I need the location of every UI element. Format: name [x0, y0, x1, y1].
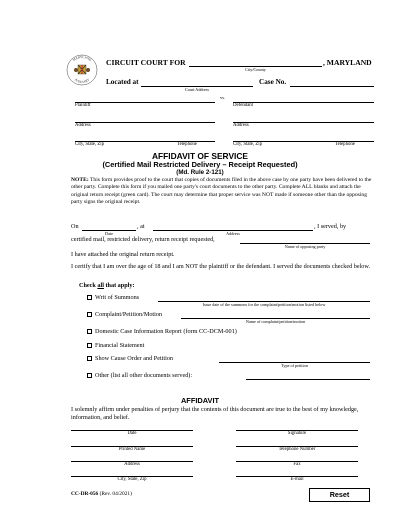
- affiant-address-caption: Address: [124, 462, 140, 467]
- plaintiff-field[interactable]: [75, 102, 215, 103]
- affidavit-text: I solemnly affirm under penalties of perjury that the contents of this document are true to the best of my knowledge, information, and belief.: [71, 406, 359, 421]
- checkbox[interactable]: [87, 356, 92, 361]
- writ-caption: Issue date of the summons for the complaint/petition/motion listed below: [202, 302, 326, 307]
- defendant-address-field[interactable]: [233, 122, 374, 123]
- affidavit-date-caption: Date: [127, 431, 137, 436]
- city-county-caption: City/County: [245, 67, 266, 72]
- printed-name-caption: Printed Name: [118, 447, 146, 452]
- opposing-party-caption: Name of opposing party: [284, 244, 326, 249]
- served-by-label: , I served, by: [314, 223, 347, 230]
- check-financial-statement[interactable]: Financial Statement: [87, 342, 144, 350]
- check-show-cause[interactable]: Show Cause Order and Petition: [87, 355, 173, 363]
- checkbox[interactable]: [87, 373, 92, 378]
- maryland-judiciary-seal: [66, 54, 98, 86]
- checkbox[interactable]: [87, 343, 92, 348]
- certify-statement: I certify that I am over the age of 18 and I am NOT the plaintiff or the defendant. I served the documents checked below.: [71, 263, 371, 270]
- checkbox[interactable]: [87, 312, 92, 317]
- telephone-number-caption: Telephone Number: [278, 447, 316, 452]
- plaintiff-city-caption: City, State, Zip: [75, 142, 105, 147]
- check-dcm-report[interactable]: Domestic Case Information Report (form CC-DCM-001): [87, 328, 237, 336]
- attached-statement: I have attached the original return receipt.: [71, 251, 175, 258]
- form-identifier: CC-DR-056 (Rev. 04/2021): [71, 491, 132, 497]
- on-label: On: [71, 223, 79, 230]
- petition-caption: Type of petition: [281, 363, 308, 368]
- email-caption: E-mail: [290, 477, 304, 482]
- form-title: AFFIDAVIT OF SERVICE: [151, 151, 248, 161]
- checklist-heading: Check all that apply:: [79, 282, 135, 289]
- case-number-field[interactable]: [290, 86, 374, 87]
- at-label: , at: [137, 223, 145, 230]
- other-documents-field[interactable]: [246, 379, 370, 380]
- state-label: , MARYLAND: [323, 58, 372, 67]
- defendant-telephone-caption: Telephone: [335, 142, 355, 147]
- check-writ-of-summons[interactable]: Writ of Summons: [87, 294, 139, 302]
- plaintiff-address-caption: Address: [75, 123, 91, 128]
- note-paragraph: [71, 177, 377, 207]
- complaint-caption: Name of complaint/petition/motion: [245, 319, 306, 324]
- plaintiff-address-field[interactable]: [75, 122, 215, 123]
- defendant-city-caption: City, State, Zip: [233, 142, 263, 147]
- svg-text:JUDICIARY: JUDICIARY: [73, 77, 91, 85]
- defendant-address-caption: Address: [233, 123, 249, 128]
- defendant-caption: Defendant: [233, 103, 253, 108]
- fax-caption: Fax: [293, 462, 301, 467]
- court-title: CIRCUIT COURT FOR: [106, 58, 186, 67]
- signature-caption: Signature: [287, 431, 307, 436]
- reset-button[interactable]: Reset: [309, 488, 370, 502]
- note-text: This form provides proof to the court that copies of documents filed in the above case by one party have been delivered to the other party. Complete this form if you mailed one party's court documents to the other party. Complete ALL blanks and attach the original return receipt (green card). The court may determine that proper service was NOT made if someone other than the opposing party signs the original receipt.: [71, 177, 372, 206]
- check-complaint[interactable]: Complaint/Petition/Motion: [87, 311, 162, 319]
- check-other[interactable]: Other (list all other documents served):: [87, 372, 192, 380]
- vs-label: vs.: [220, 95, 226, 100]
- svg-text:MARYLAND: MARYLAND: [71, 54, 93, 63]
- located-at-label: Located at: [106, 78, 139, 86]
- plaintiff-telephone-caption: Telephone: [177, 142, 197, 147]
- affidavit-heading: AFFIDAVIT: [180, 396, 220, 405]
- note-label: NOTE:: [71, 177, 89, 183]
- plaintiff-caption: Plaintiff: [75, 103, 91, 108]
- case-no-label: Case No.: [259, 78, 287, 86]
- checkbox[interactable]: [87, 295, 92, 300]
- date-caption: Date: [105, 231, 113, 236]
- form-subtitle: (Certified Mail Restricted Delivery – Receipt Requested): [102, 160, 298, 169]
- court-address-caption: Court Address: [184, 87, 210, 92]
- form-rule: (Md. Rule 2-121): [176, 169, 224, 176]
- address-caption: Address: [226, 231, 240, 236]
- checkbox[interactable]: [87, 329, 92, 334]
- defendant-field[interactable]: [233, 102, 374, 103]
- certified-mail-text: certified mail, restricted delivery, return receipt requested,: [71, 236, 215, 243]
- affiant-city-caption: City, State, Zip: [117, 477, 147, 482]
